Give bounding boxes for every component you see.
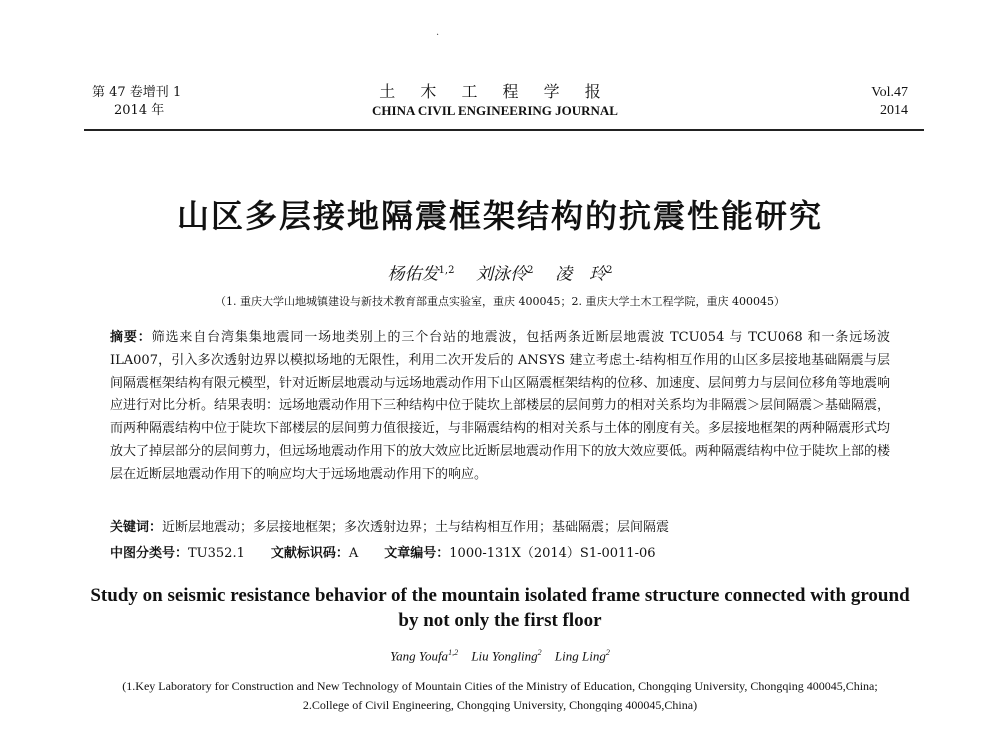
header-volume-info [92, 84, 181, 120]
author-affil-sup-en: 1,2 [448, 648, 459, 657]
author-affil-sup: 2 [606, 265, 613, 276]
author-affil-sup: 2 [527, 265, 534, 276]
year-cn: 2014 年 [114, 103, 165, 118]
author-name: 杨佑发 [387, 264, 439, 285]
header-journal [330, 82, 660, 120]
author-affil-sup: 1,2 [438, 265, 455, 276]
paper-title-cn: 山区多层接地隔震框架结构的抗震性能研究 [176, 197, 823, 235]
keywords-label: 关键词： [110, 520, 163, 535]
abstract-text: 筛选来自台湾集集地震同一场地类别上的三个台站的地震波，包括两条近断层地震波 TCU054 与 TCU068 和一条远场波 ILA007，引入多次透射边界以模拟场地的无限性，利用二次开发后的 ANSYS 建立考虑土-结构相互作用的山区多层接地基础隔震与层间隔震框架结构有限元模型，针对近断层地震动与远场地震动作用下山区隔震框架结构的位移、加速度、层间剪力与层间位移角等地震响应进行对比分析。结果表明：远场地震动作用下三种结构中位于陡坎上部楼层的层间剪力的相对关系均为非隔震＞层间隔震＞基础隔震，而两种隔震结构中位于陡坎下部楼层的层间剪力值很接近，与非隔震结构的相对关系与土体的刚度有关。多层接地框架的两种隔震形式均放大了掉层部分的层间剪力，但远场地震动作用下的放大效应比近断层地震动作用下的放大效应要低。两种隔震结构中位于陡坎上部的楼层在近断层地震动作用下的响应均大于远场地震动作用下的响应。 [110, 330, 891, 482]
affiliation-en-line-2: 2.College of Civil Engineering, Chongqing University, Chongqing 400045,China) [302, 698, 698, 712]
author-name-en: Ling Ling [554, 648, 606, 664]
abstract-cn [110, 327, 890, 487]
author-name: 凌 玲 [555, 264, 607, 285]
affiliation-en-line-1: (1.Key Laboratory for Construction and New Technology of Mountain Cities of the Ministry of Education, Chongqing University, Chongqing 400045,China; [122, 679, 878, 693]
header-divider [84, 129, 924, 131]
keywords-cn [110, 518, 900, 538]
header-volume-en [871, 84, 908, 120]
author-name-en: Liu Yongling [471, 648, 538, 664]
volume-cn: 第 47 卷增刊 1 [92, 85, 182, 100]
article-no-value: 1000-131X（2014）S1-0011-06 [449, 546, 656, 561]
affiliation-cn: （1. 重庆大学山地城镇建设与新技术教育部重点实验室，重庆 400045；2. 重庆大学土木工程学院，重庆 400045） [215, 295, 785, 308]
volume-en: Vol.47 [871, 85, 908, 100]
journal-name-en: CHINA CIVIL ENGINEERING JOURNAL [372, 103, 618, 118]
author-affil-sup-en: 2 [537, 648, 542, 657]
doc-code-label: 文献标识码： [270, 546, 349, 561]
author-name: 刘泳伶 [476, 264, 528, 285]
article-no-label: 文章编号： [384, 546, 450, 561]
journal-name-cn: 土 木 工 程 学 报 [379, 82, 611, 101]
paper-title-en: Study on seismic resistance behavior of the mountain isolated frame structure connected with ground by not only the first floor [90, 585, 910, 631]
classification-line [110, 544, 656, 564]
keywords-text: 近断层地震动；多层接地框架；多次透射边界；土与结构相互作用；基础隔震；层间隔震 [162, 520, 670, 535]
author-affil-sup-en: 2 [605, 648, 610, 657]
author-name-en: Yang Youfa [390, 648, 449, 664]
affiliation-en [40, 677, 960, 715]
year-en: 2014 [880, 103, 908, 118]
clc-label: 中图分类号： [110, 546, 189, 561]
clc-value: TU352.1 [188, 546, 245, 561]
doc-code-value: A [348, 546, 359, 561]
author-list-cn [0, 260, 1000, 286]
author-list-en [0, 644, 1000, 665]
abstract-label: 摘要： [110, 330, 152, 345]
stray-mark: · [436, 30, 440, 41]
